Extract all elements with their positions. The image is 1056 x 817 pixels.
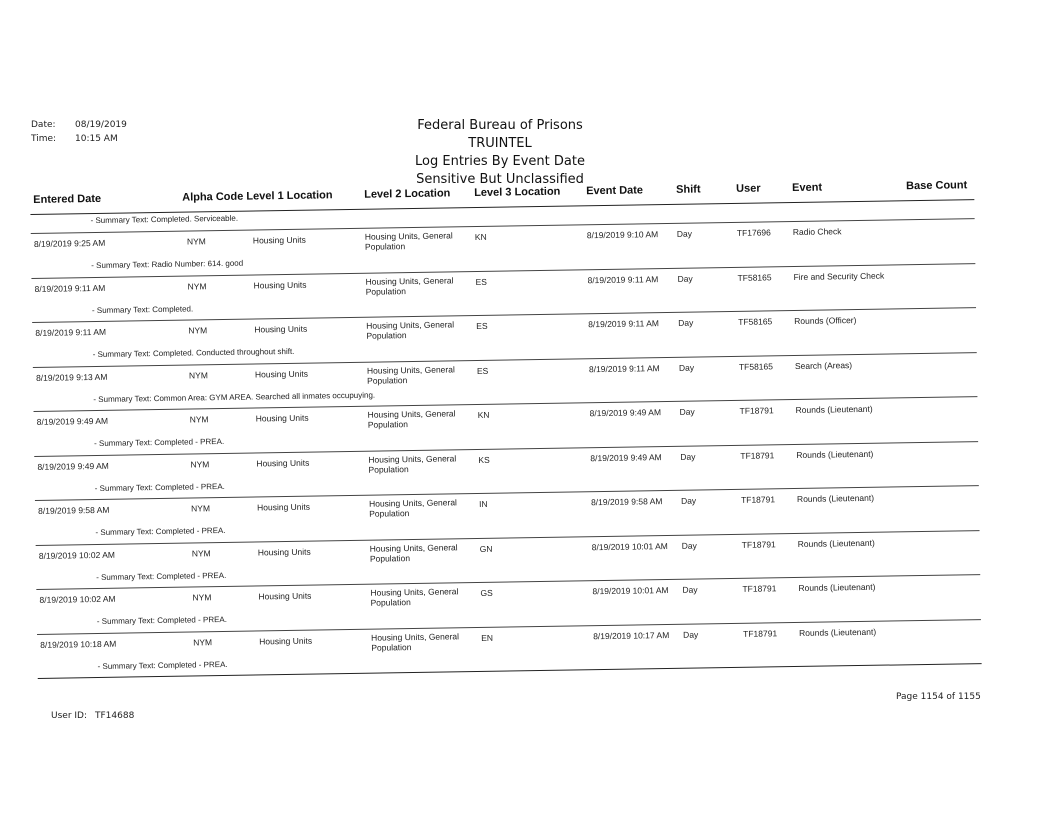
cell-alpha-code: NYM — [188, 325, 208, 336]
col-base-count: Base Count — [906, 179, 968, 193]
cell-entered-date: 8/19/2019 10:02 AM — [39, 593, 116, 605]
title-line-report: Log Entries By Event Date — [415, 154, 585, 169]
cell-event-date: 8/19/2019 10:01 AM — [591, 540, 668, 552]
cell-event: Search (Areas) — [794, 359, 853, 371]
cell-level1-location: Housing Units — [254, 368, 308, 379]
title-line-agency: Federal Bureau of Prisons — [417, 118, 583, 133]
cell-level2-location: Housing Units, General Population — [370, 586, 459, 608]
cell-shift: Day — [678, 317, 694, 328]
cell-user: TF18791 — [740, 494, 776, 505]
col-user: User — [736, 182, 761, 195]
col-entered-date: Entered Date — [33, 192, 102, 206]
summary-text: - Summary Text: Completed - PREA. — [93, 436, 225, 449]
date-value: 08/19/2019 — [75, 120, 127, 130]
cell-alpha-code: NYM — [192, 592, 212, 603]
cell-entered-date: 8/19/2019 9:49 AM — [37, 460, 109, 472]
cell-alpha-code: NYM — [191, 503, 211, 514]
report-date — [31, 120, 127, 130]
cell-level1-location: Housing Units — [259, 635, 313, 646]
cell-shift: Day — [676, 228, 693, 239]
col-alpha-code-level1: Alpha Code Level 1 Location — [182, 189, 333, 204]
cell-level3-location: GS — [480, 587, 493, 598]
cell-level2-location: Housing Units, General Population — [367, 408, 456, 430]
cell-event-date: 8/19/2019 9:49 AM — [589, 407, 662, 419]
cell-event-date: 8/19/2019 10:17 AM — [593, 629, 670, 641]
user-id-label: User ID: — [51, 711, 87, 721]
title-line-system: TRUINTEL — [468, 136, 532, 151]
cell-event: Radio Check — [792, 226, 842, 238]
summary-text: - Summary Text: Completed - PREA. — [94, 481, 225, 493]
cell-shift: Day — [677, 273, 693, 284]
col-event: Event — [792, 181, 823, 195]
cell-event-date: 8/19/2019 9:11 AM — [587, 273, 659, 285]
cell-user: TF18791 — [743, 627, 778, 639]
cell-level1-location: Housing Units — [252, 234, 306, 246]
cell-level1-location: Housing Units — [253, 279, 307, 290]
cell-user: TF18791 — [742, 583, 777, 594]
cell-level2-location: Housing Units, General Population — [364, 230, 453, 252]
col-level3-location: Level 3 Location — [474, 185, 561, 200]
cell-shift: Day — [683, 629, 699, 640]
cell-shift: Day — [679, 406, 695, 417]
cell-level2-location: Housing Units, General Population — [368, 452, 457, 475]
cell-shift: Day — [682, 584, 698, 595]
cell-level3-location: ES — [476, 365, 489, 376]
cell-alpha-code: NYM — [186, 236, 206, 247]
cell-alpha-code: NYM — [187, 280, 207, 292]
report-time — [31, 134, 118, 144]
cell-level2-location: Housing Units, General Population — [371, 630, 460, 653]
cell-entered-date: 8/19/2019 10:18 AM — [40, 638, 117, 650]
cell-event: Rounds (Lieutenant) — [795, 403, 873, 416]
cell-user: TF18791 — [739, 405, 774, 416]
cell-event: Rounds (Lieutenant) — [797, 537, 875, 549]
cell-entered-date: 8/19/2019 9:58 AM — [38, 504, 110, 516]
cell-level3-location: EN — [481, 632, 494, 643]
cell-alpha-code: NYM — [191, 547, 211, 559]
cell-alpha-code: NYM — [189, 414, 209, 425]
cell-level3-location: KN — [474, 231, 487, 243]
summary-text: - Summary Text: Completed. Serviceable. — [90, 213, 239, 226]
cell-level2-location: Housing Units, General Population — [369, 541, 458, 564]
title-line-classification: Sensitive But Unclassified — [416, 172, 584, 187]
cell-user: TF58165 — [738, 316, 773, 327]
cell-event: Rounds (Officer) — [794, 315, 857, 327]
cell-entered-date: 8/19/2019 9:11 AM — [34, 282, 106, 294]
cell-level1-location: Housing Units — [256, 501, 311, 513]
summary-text: - Summary Text: Completed - PREA. — [96, 570, 227, 582]
cell-alpha-code: NYM — [188, 369, 208, 381]
cell-alpha-code: NYM — [193, 636, 213, 647]
cell-entered-date: 8/19/2019 9:25 AM — [33, 237, 106, 249]
log-entries-table — [30, 171, 982, 678]
time-label: Time: — [31, 134, 57, 144]
cell-alpha-code: NYM — [190, 458, 210, 470]
time-value: 10:15 AM — [75, 134, 118, 144]
summary-text: - Summary Text: Radio Number: 614. good — [91, 258, 244, 271]
cell-level2-location: Housing Units, General Population — [366, 319, 455, 341]
col-level2-location: Level 2 Location — [364, 187, 451, 201]
col-event-date: Event Date — [586, 184, 644, 198]
cell-level2-location: Housing Units, General Population — [365, 274, 454, 297]
summary-text: - Summary Text: Completed - PREA. — [96, 614, 228, 627]
cell-level2-location: Housing Units, General Population — [368, 497, 457, 519]
user-id-value: TF14688 — [95, 711, 135, 721]
cell-event-date: 8/19/2019 9:49 AM — [590, 451, 662, 463]
cell-user: TF58165 — [737, 271, 772, 283]
cell-user: TF18791 — [741, 538, 776, 550]
cell-entered-date: 8/19/2019 9:49 AM — [36, 415, 109, 427]
cell-event-date: 8/19/2019 9:58 AM — [590, 496, 663, 508]
cell-level3-location: KS — [478, 454, 490, 465]
summary-text: - Summary Text: Completed - PREA. — [97, 659, 228, 671]
col-shift: Shift — [676, 183, 701, 196]
cell-event: Rounds (Lieutenant) — [796, 492, 875, 504]
cell-event: Rounds (Lieutenant) — [798, 581, 876, 593]
cell-level1-location: Housing Units — [255, 412, 309, 424]
cell-event: Fire and Security Check — [793, 270, 885, 282]
cell-level2-location: Housing Units, General Population — [366, 363, 455, 386]
cell-level3-location: GN — [479, 543, 493, 554]
cell-shift: Day — [680, 495, 697, 506]
cell-entered-date: 8/19/2019 9:11 AM — [35, 326, 107, 338]
cell-level1-location: Housing Units — [256, 457, 310, 468]
summary-text: - Summary Text: Common Area: GYM AREA. Searched all inmates occupuying. — [93, 390, 376, 404]
cell-event-date: 8/19/2019 9:10 AM — [586, 229, 659, 241]
summary-text: - Summary Text: Completed. — [91, 303, 194, 315]
footer-user-id — [51, 711, 134, 721]
summary-text: - Summary Text: Completed - PREA. — [95, 525, 226, 538]
cell-level1-location: Housing Units — [257, 546, 311, 557]
cell-event-date: 8/19/2019 9:11 AM — [588, 362, 660, 374]
cell-shift: Day — [681, 540, 697, 551]
cell-level3-location: KN — [477, 409, 490, 420]
table-body — [30, 200, 981, 678]
cell-level1-location: Housing Units — [254, 323, 308, 335]
cell-event-date: 8/19/2019 9:11 AM — [588, 318, 660, 330]
page-number: Page 1154 of 1155 — [896, 692, 981, 702]
cell-entered-date: 8/19/2019 10:02 AM — [38, 549, 115, 561]
cell-event-date: 8/19/2019 10:01 AM — [592, 585, 669, 597]
cell-event: Rounds (Lieutenant) — [799, 626, 877, 638]
cell-shift: Day — [678, 362, 695, 373]
cell-event: Rounds (Lieutenant) — [796, 448, 874, 460]
cell-level1-location: Housing Units — [258, 590, 312, 602]
cell-user: TF17696 — [736, 227, 771, 238]
cell-level3-location: IN — [478, 498, 488, 509]
cell-level3-location: ES — [475, 276, 487, 287]
cell-user: TF58165 — [738, 360, 774, 372]
cell-entered-date: 8/19/2019 9:13 AM — [35, 371, 108, 383]
cell-user: TF18791 — [740, 449, 775, 461]
cell-level3-location: ES — [476, 320, 488, 332]
cell-shift: Day — [680, 451, 696, 462]
date-label: Date: — [31, 120, 56, 130]
summary-text: - Summary Text: Completed. Conducted throughout shift. — [92, 346, 295, 360]
